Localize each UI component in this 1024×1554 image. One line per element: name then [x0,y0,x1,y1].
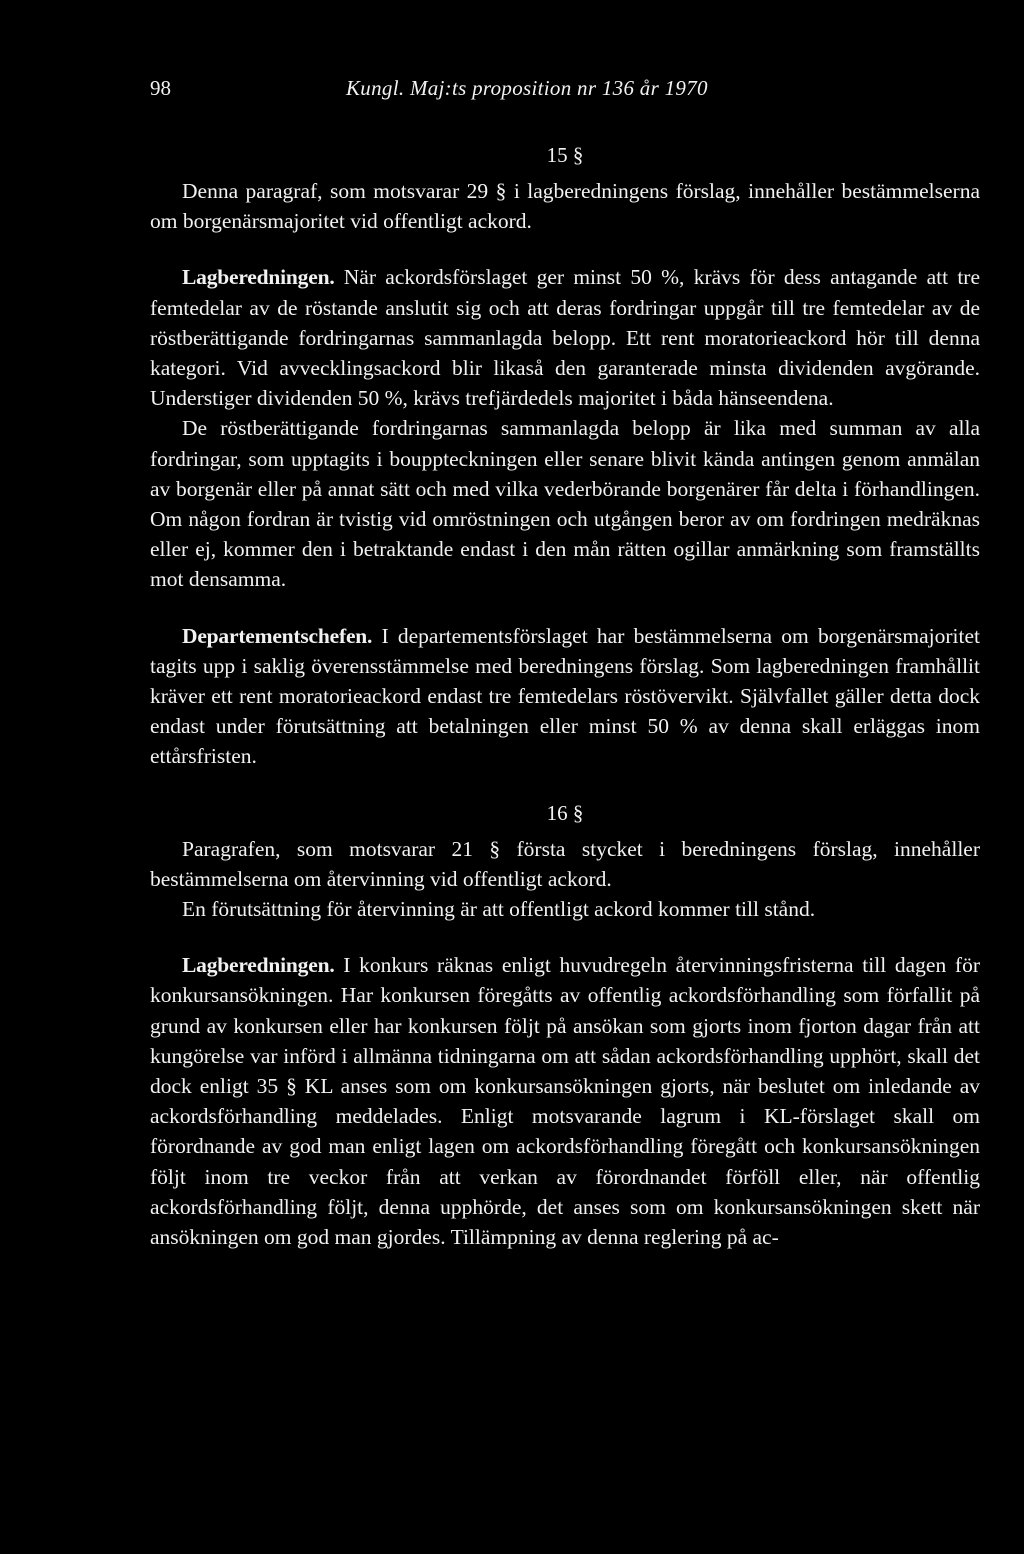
paragraph [150,413,980,594]
paragraph [150,950,980,1252]
paragraph-text: Paragrafen, som motsvarar 21 § första stycket i beredningens förslag, innehåller bestämmelserna om återvinning vid offentligt ackord. [150,836,980,891]
section-heading-16: 16 § [546,800,584,825]
run-in-heading: Lagberedningen. [182,953,335,978]
run-in-heading: Lagberedningen. [182,265,335,290]
paragraph [150,176,980,236]
paragraph-text: En förutsättning för återvinning är att offentligt ackord kommer till stånd. [182,897,816,922]
paragraph [150,262,980,413]
paragraph [150,894,980,924]
paragraph-text: När ackordsförslaget ger minst 50 %, krävs för dess antagande att tre femtedelar av de röstande anslutit sig och att deras fordringar uppgår till tre femtedelar av de röstberättigande fordringarnas sammanlagda belopp. Ett rent moratorieackord hör till denna kategori. Vid avvecklingsackord blir likaså den garanterade minsta dividenden avgörande. Understiger dividenden 50 %, krävs trefjärdedels majoritet i båda hänseendena. [150,265,980,411]
paragraph-text: Denna paragraf, som motsvarar 29 § i lagberedningens förslag, innehåller bestämmelserna om borgenärsmajoritet vid offentligt ackord. [150,179,980,234]
paragraph-text: I departementsförslaget har bestämmelserna om borgenärsmajoritet tagits upp i saklig överensstämmelse med beredningens förslag. Som lagberedningen framhållit kräver ett rent moratorieackord endast tre femtedelars röstövervikt. Självfallet gäller detta dock endast under förutsättning att betalningen eller minst 50 % av denna skall erläggas inom ettårsfristen. [150,623,980,769]
run-in-heading: Departementschefen. [182,623,373,648]
paragraph-text: I konkurs räknas enligt huvudregeln återvinningsfristerna till dagen för konkursansökningen. Har konkursen föregåtts av offentlig ackordsförhandling som förfallit på grund av konkursen eller har konkursen följt på ansökan som gjorts inom fjorton dagar från att kungörelse var införd i allmänna tidningarna om att sådan ackordsförhandling upphört, skall det dock enligt 35 § KL anses som om konkursansökningen gjorts, när beslutet om inledande av ackordsförhandling meddelades. Enligt motsvarande lagrum i KL-förslaget skall om förordnande av god man enligt lagen om ackordsförhandling föregått och konkursansökningen följt inom tre veckor från att verkan av förordnandet förföll eller, när offentlig ackordsförhandling följt, denna upphörde, det anses som om konkursansökningen skett när ansökningen om god man gjordes. Tillämpning av denna reglering på ac- [150,953,980,1250]
section-heading-15: 15 § [546,143,584,167]
running-title: Kungl. Maj:ts proposition nr 136 år 1970 [346,76,708,100]
page-number: 98 [150,76,171,100]
paragraph [150,621,980,772]
paragraph-text: De röstberättigande fordringarnas sammanlagda belopp är lika med summan av alla fordringar, som upptagits i bouppteckningen eller senare blivit kända antingen genom anmälan av borgenär eller på annat sätt och med vilka vederbörande borgenärer får delta i förhandlingen. Om någon fordran är tvistig vid omröstningen och utgången beror av om fordringen medräknas eller ej, kommer den i betraktande endast i den mån rätten ogillar anmärkning som framställts mot densamma. [150,416,980,592]
document-body [150,140,980,1252]
paragraph [150,834,980,894]
